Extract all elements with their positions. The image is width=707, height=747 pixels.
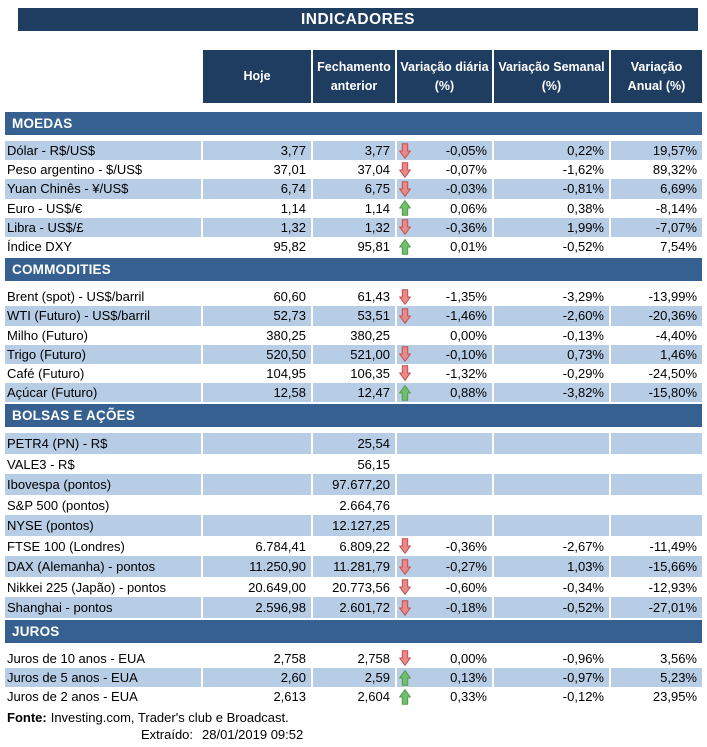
- fechamento-cell: 2.601,72: [313, 597, 395, 618]
- variacao-anual-cell: -7,07%: [611, 218, 702, 237]
- variacao-semanal-cell: -3,82%: [494, 383, 609, 402]
- variacao-semanal-cell: -0,34%: [562, 579, 604, 595]
- hoje-cell: [203, 515, 311, 536]
- fechamento-cell: 95,81: [357, 239, 390, 255]
- arrow-down-icon: [397, 143, 411, 159]
- row-label: DAX (Alemanha) - pontos: [5, 556, 201, 577]
- row-label: S&P 500 (pontos): [7, 497, 110, 513]
- variacao-diaria-value: -1,35%: [445, 289, 487, 305]
- variacao-anual-cell: 23,95%: [652, 689, 697, 705]
- variacao-diaria-value: 0,33%: [450, 689, 487, 705]
- variacao-diaria-value: -0,36%: [445, 538, 487, 554]
- fechamento-cell: 6,75: [313, 179, 395, 198]
- variacao-semanal-cell: -0,97%: [494, 668, 609, 687]
- source-text: Investing.com, Trader's club e Broadcast.: [50, 710, 289, 726]
- variacao-diaria-cell: [397, 668, 492, 687]
- table-row: [5, 649, 702, 668]
- table-row: [5, 141, 702, 160]
- section-commodities: [5, 258, 702, 402]
- variacao-semanal-cell: -0,52%: [562, 239, 604, 255]
- variacao-diaria-cell: [397, 687, 492, 706]
- variacao-anual-cell: 6,69%: [611, 179, 702, 198]
- variacao-diaria-value: -1,32%: [445, 365, 487, 381]
- row-label: Trigo (Futuro): [5, 345, 201, 364]
- table-row: [5, 433, 702, 454]
- variacao-diaria-value: 0,01%: [450, 239, 487, 255]
- variacao-semanal-cell: -0,12%: [562, 689, 604, 705]
- variacao-diaria-value: -0,03%: [445, 181, 487, 197]
- fechamento-cell: 2.664,76: [339, 497, 390, 513]
- variacao-diaria-value: -0,18%: [445, 600, 487, 615]
- variacao-anual-cell: -20,36%: [611, 306, 702, 325]
- hoje-cell: 2,758: [273, 650, 306, 666]
- fechamento-cell: 521,00: [313, 345, 395, 364]
- variacao-semanal-cell: [494, 454, 609, 475]
- hoje-cell: 520,50: [203, 345, 311, 364]
- fechamento-cell: 56,15: [357, 456, 390, 472]
- variacao-diaria-cell: [397, 237, 492, 256]
- variacao-diaria-cell: [397, 454, 492, 475]
- hoje-cell: [203, 454, 311, 475]
- variacao-diaria-cell: [397, 556, 492, 577]
- table-row: [5, 364, 702, 383]
- fechamento-cell: 380,25: [350, 327, 390, 343]
- table-row: [5, 160, 702, 179]
- hoje-cell: 60,60: [273, 289, 306, 305]
- arrow-down-icon: [397, 579, 411, 595]
- table-row: [5, 515, 702, 536]
- row-label: Café (Futuro): [7, 365, 85, 381]
- variacao-semanal-cell: [494, 515, 609, 536]
- variacao-anual-cell: -15,80%: [611, 383, 702, 402]
- hoje-cell: 95,82: [273, 239, 306, 255]
- section-title: BOLSAS E AÇÕES: [12, 408, 136, 424]
- variacao-semanal-cell: -1,62%: [562, 162, 604, 178]
- fechamento-cell: 3,77: [313, 141, 395, 160]
- row-label: Shanghai - pontos: [5, 597, 201, 618]
- fechamento-cell: 97.677,20: [313, 474, 395, 495]
- section-title: JUROS: [12, 623, 60, 639]
- column-header-variacao-diaria: Variação diária (%): [397, 50, 492, 103]
- variacao-semanal-cell: [494, 495, 609, 516]
- variacao-diaria-cell: [397, 199, 492, 218]
- variacao-semanal-cell: 0,38%: [567, 200, 604, 216]
- arrow-up-icon: [397, 239, 411, 255]
- hoje-cell: 20.649,00: [248, 579, 306, 595]
- variacao-anual-cell: -12,93%: [648, 579, 697, 595]
- variacao-diaria-cell: [397, 649, 492, 668]
- variacao-semanal-cell: -0,81%: [494, 179, 609, 198]
- source-line: [5, 709, 702, 726]
- variacao-diaria-cell: [397, 287, 492, 306]
- variacao-diaria-cell: [397, 345, 492, 364]
- variacao-diaria-value: 0,88%: [450, 385, 487, 401]
- table-row: [5, 287, 702, 306]
- variacao-diaria-value: -0,60%: [445, 579, 487, 595]
- fechamento-cell: 25,54: [313, 433, 395, 454]
- fechamento-cell: 1,14: [364, 200, 390, 216]
- variacao-diaria-value: -0,36%: [445, 219, 487, 235]
- section-bolsas-e-acoes: [5, 404, 702, 618]
- row-label: Juros de 5 anos - EUA: [5, 668, 201, 687]
- variacao-anual-cell: -13,99%: [648, 289, 697, 305]
- arrow-down-icon: [397, 289, 411, 305]
- variacao-diaria-value: 0,13%: [450, 670, 487, 686]
- arrow-down-icon: [397, 346, 411, 362]
- variacao-semanal-cell: -0,96%: [562, 650, 604, 666]
- source-label: Fonte:: [7, 710, 47, 726]
- column-header-variacao-anual: Variação Anual (%): [611, 50, 702, 103]
- column-header-spacer: [5, 50, 201, 103]
- hoje-cell: [203, 474, 311, 495]
- variacao-diaria-value: -0,07%: [445, 162, 487, 178]
- arrow-up-icon: [397, 385, 411, 401]
- section-header-moedas: [5, 112, 702, 135]
- variacao-diaria-cell: [397, 326, 492, 345]
- row-label: VALE3 - R$: [7, 456, 75, 472]
- row-label: Nikkei 225 (Japão) - pontos: [7, 579, 166, 595]
- hoje-cell: 11.250,90: [203, 556, 311, 577]
- variacao-anual-cell: 1,46%: [611, 345, 702, 364]
- arrow-down-icon: [397, 365, 411, 381]
- variacao-anual-cell: -4,40%: [655, 327, 697, 343]
- variacao-diaria-cell: [397, 597, 492, 618]
- variacao-anual-cell: -11,49%: [649, 538, 697, 554]
- variacao-semanal-cell: -0,29%: [562, 365, 604, 381]
- table-row: [5, 687, 702, 706]
- variacao-diaria-cell: [397, 433, 492, 454]
- variacao-diaria-value: -0,10%: [445, 346, 487, 362]
- variacao-anual-cell: 19,57%: [611, 141, 702, 160]
- variacao-diaria-cell: [397, 306, 492, 325]
- extracted-label: Extraído:: [141, 727, 194, 743]
- row-label: Índice DXY: [7, 239, 73, 255]
- hoje-cell: 1,32: [203, 218, 311, 237]
- row-label: NYSE (pontos): [5, 515, 201, 536]
- fechamento-cell: 20.773,56: [332, 579, 390, 595]
- variacao-semanal-cell: [494, 433, 609, 454]
- hoje-cell: 2,613: [273, 689, 306, 705]
- table-row: [5, 536, 702, 557]
- row-label: Milho (Futuro): [7, 327, 88, 343]
- row-label: Ibovespa (pontos): [5, 474, 201, 495]
- variacao-anual-cell: -8,14%: [655, 200, 697, 216]
- table-row: [5, 306, 702, 325]
- variacao-anual-cell: [611, 454, 702, 475]
- variacao-semanal-cell: -2,60%: [494, 306, 609, 325]
- row-label: PETR4 (PN) - R$: [5, 433, 201, 454]
- variacao-diaria-cell: [397, 577, 492, 598]
- hoje-cell: 6,74: [203, 179, 311, 198]
- variacao-diaria-cell: [397, 383, 492, 402]
- extracted-value: 28/01/2019 09:52: [202, 727, 304, 743]
- table-row: [5, 556, 702, 577]
- variacao-diaria-value: -1,46%: [445, 308, 487, 324]
- footer: [5, 709, 702, 743]
- fechamento-cell: 2,604: [357, 689, 390, 705]
- variacao-semanal-cell: 0,22%: [494, 141, 609, 160]
- arrow-down-icon: [397, 162, 411, 178]
- variacao-diaria-value: 0,06%: [450, 200, 487, 216]
- row-label: Açúcar (Futuro): [5, 383, 201, 402]
- hoje-cell: 104,95: [266, 365, 306, 381]
- table-row: [5, 345, 702, 364]
- row-label: FTSE 100 (Londres): [7, 538, 125, 554]
- column-headers: [5, 50, 702, 103]
- table-row: [5, 199, 702, 218]
- hoje-cell: 6.784,41: [255, 538, 306, 554]
- table-row: [5, 597, 702, 618]
- table-body: [5, 112, 702, 706]
- variacao-diaria-cell: [397, 179, 492, 198]
- arrow-down-icon: [397, 650, 411, 666]
- section-header-bolsas-e-acoes: [5, 404, 702, 427]
- hoje-cell: 380,25: [266, 327, 306, 343]
- row-label: Peso argentino - $/US$: [7, 162, 143, 178]
- arrow-down-icon: [397, 559, 411, 575]
- column-header-fechamento-anterior: Fechamento anterior: [313, 50, 395, 103]
- variacao-semanal-cell: 1,99%: [494, 218, 609, 237]
- row-label: Euro - US$/€: [7, 200, 83, 216]
- variacao-diaria-cell: [397, 218, 492, 237]
- variacao-semanal-cell: -3,29%: [562, 289, 604, 305]
- section-header-juros: [5, 620, 702, 643]
- column-header-hoje: Hoje: [203, 50, 311, 103]
- table-row: [5, 668, 702, 687]
- arrow-down-icon: [397, 538, 411, 554]
- variacao-anual-cell: -24,50%: [648, 365, 697, 381]
- hoje-cell: 2,60: [203, 668, 311, 687]
- variacao-semanal-cell: [494, 474, 609, 495]
- variacao-diaria-cell: [397, 495, 492, 516]
- variacao-anual-cell: 3,56%: [660, 650, 697, 666]
- hoje-cell: 3,77: [203, 141, 311, 160]
- fechamento-cell: 11.281,79: [313, 556, 395, 577]
- hoje-cell: [203, 433, 311, 454]
- variacao-semanal-cell: 1,03%: [494, 556, 609, 577]
- variacao-diaria-value: -0,05%: [445, 143, 487, 159]
- arrow-down-icon: [397, 600, 411, 616]
- title-bar: [18, 8, 698, 31]
- variacao-diaria-cell: [397, 536, 492, 557]
- table-row: [5, 454, 702, 475]
- variacao-diaria-value: 0,00%: [450, 327, 487, 343]
- row-label: Dólar - R$/US$: [5, 141, 201, 160]
- variacao-anual-cell: 5,23%: [611, 668, 702, 687]
- table-row: [5, 326, 702, 345]
- variacao-semanal-cell: 0,73%: [494, 345, 609, 364]
- variacao-diaria-value: -0,27%: [445, 559, 487, 574]
- variacao-anual-cell: [611, 515, 702, 536]
- row-label: Juros de 10 anos - EUA: [7, 650, 146, 666]
- hoje-cell: 37,01: [273, 162, 306, 178]
- variacao-anual-cell: 7,54%: [660, 239, 697, 255]
- table-row: [5, 237, 702, 256]
- hoje-cell: 1,14: [280, 200, 306, 216]
- variacao-diaria-cell: [397, 474, 492, 495]
- variacao-diaria-value: 0,00%: [450, 650, 487, 666]
- row-label: Juros de 2 anos - EUA: [7, 689, 138, 705]
- table-row: [5, 495, 702, 516]
- section-title: COMMODITIES: [12, 262, 111, 278]
- arrow-up-icon: [397, 670, 411, 686]
- table-row: [5, 383, 702, 402]
- variacao-anual-cell: 89,32%: [652, 162, 697, 178]
- variacao-diaria-cell: [397, 515, 492, 536]
- variacao-semanal-cell: -0,52%: [494, 597, 609, 618]
- hoje-cell: 2.596,98: [203, 597, 311, 618]
- extracted-line: [5, 726, 702, 743]
- fechamento-cell: 6.809,22: [339, 538, 390, 554]
- fechamento-cell: 12,47: [313, 383, 395, 402]
- section-moedas: [5, 112, 702, 256]
- variacao-anual-cell: [611, 495, 702, 516]
- arrow-down-icon: [397, 219, 411, 235]
- hoje-cell: 12,58: [203, 383, 311, 402]
- arrow-down-icon: [397, 181, 411, 197]
- fechamento-cell: 61,43: [357, 289, 390, 305]
- variacao-anual-cell: [611, 474, 702, 495]
- fechamento-cell: 106,35: [350, 365, 390, 381]
- fechamento-cell: 2,59: [313, 668, 395, 687]
- section-title: MOEDAS: [12, 116, 73, 131]
- section-header-commodities: [5, 258, 702, 281]
- variacao-semanal-cell: -0,13%: [562, 327, 604, 343]
- table-row: [5, 179, 702, 198]
- fechamento-cell: 12.127,25: [313, 515, 395, 536]
- fechamento-cell: 53,51: [313, 306, 395, 325]
- hoje-cell: 52,73: [203, 306, 311, 325]
- hoje-cell: [203, 495, 311, 516]
- variacao-diaria-cell: [397, 364, 492, 383]
- page-title: INDICADORES: [300, 10, 415, 28]
- fechamento-cell: 37,04: [357, 162, 390, 178]
- fechamento-cell: 1,32: [313, 218, 395, 237]
- table-row: [5, 218, 702, 237]
- row-label: WTI (Futuro) - US$/barril: [5, 306, 201, 325]
- table-row: [5, 474, 702, 495]
- variacao-anual-cell: [611, 433, 702, 454]
- row-label: Brent (spot) - US$/barril: [7, 289, 145, 305]
- column-header-variacao-semanal: Variação Semanal (%): [494, 50, 609, 103]
- variacao-diaria-cell: [397, 160, 492, 179]
- fechamento-cell: 2,758: [357, 650, 390, 666]
- variacao-anual-cell: -15,66%: [611, 556, 702, 577]
- row-label: Yuan Chinês - ¥/US$: [5, 179, 201, 198]
- arrow-down-icon: [397, 308, 411, 324]
- arrow-up-icon: [397, 200, 411, 216]
- arrow-up-icon: [397, 689, 411, 705]
- row-label: Libra - US$/£: [5, 218, 201, 237]
- variacao-semanal-cell: -2,67%: [562, 538, 604, 554]
- variacao-diaria-cell: [397, 141, 492, 160]
- variacao-anual-cell: -27,01%: [611, 597, 702, 618]
- table-row: [5, 577, 702, 598]
- section-juros: [5, 620, 702, 707]
